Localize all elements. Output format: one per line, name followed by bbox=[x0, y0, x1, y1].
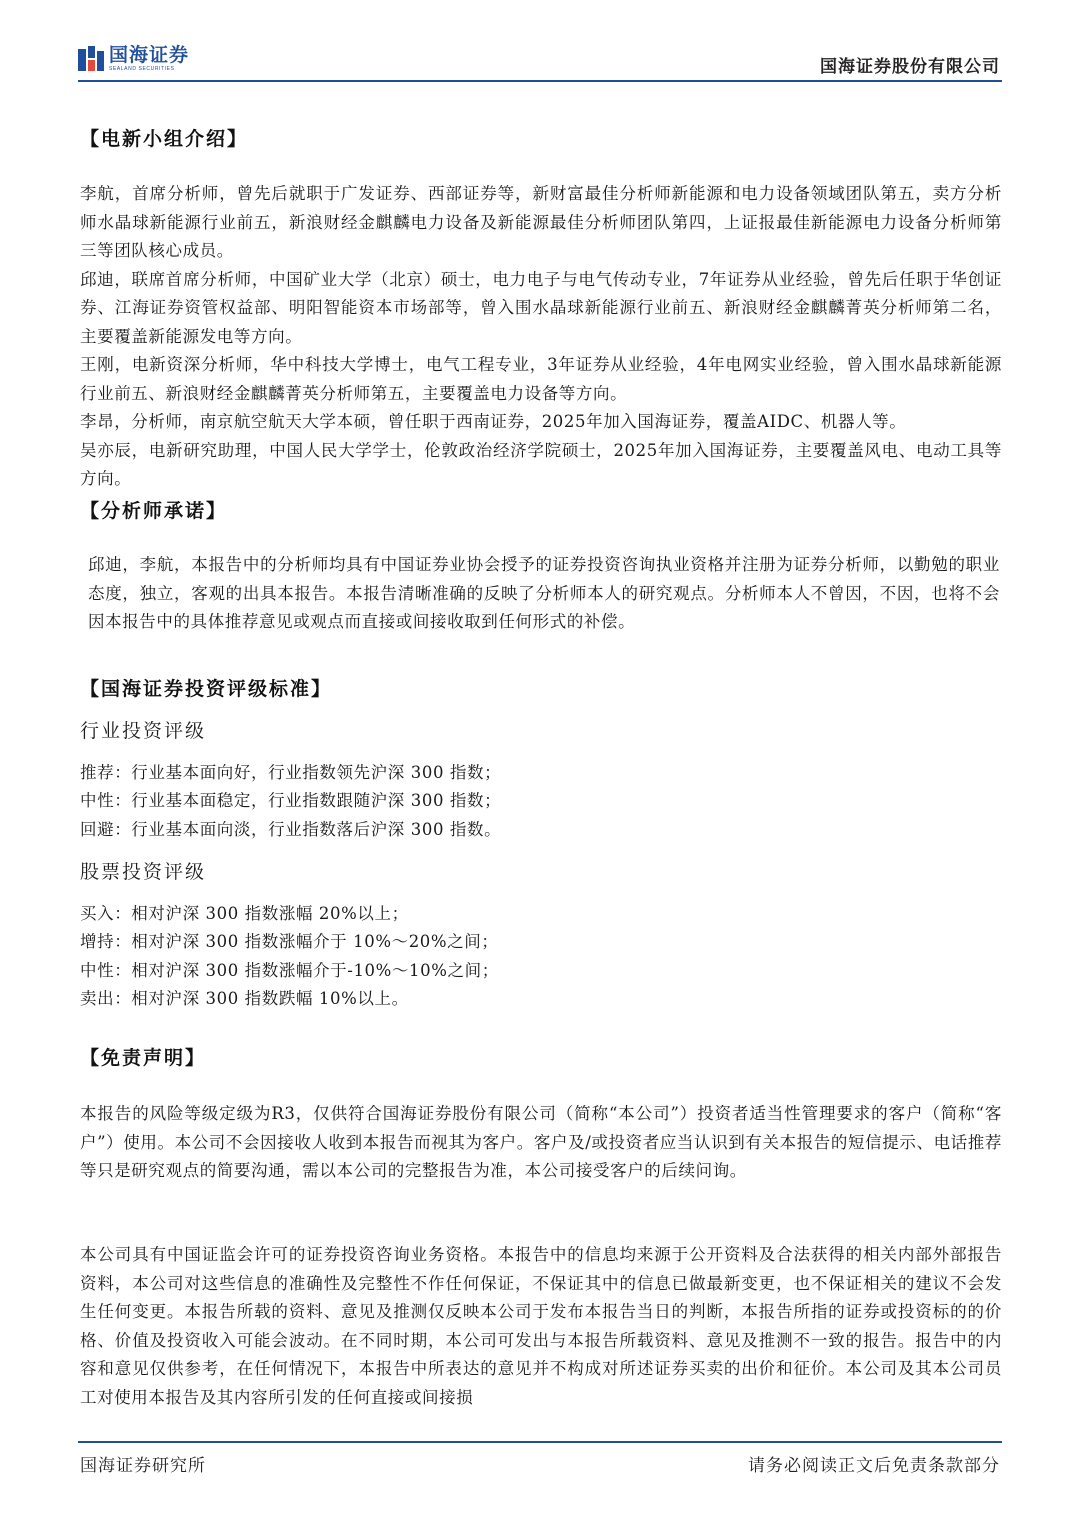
industry-rating-list bbox=[80, 759, 1002, 844]
team-member-bio: 李昂，分析师，南京航空航天大学本硕，曾任职于西南证券，2025年加入国海证券，覆盖AIDC、机器人等。 bbox=[80, 412, 907, 431]
disclaimer-section-title: 【免责声明】 bbox=[80, 1047, 207, 1069]
team-member-bio: 王刚，电新资深分析师，华中科技大学博士，电气工程专业，3年证券从业经验，4年电网实业经验，曾入围水晶球新能源行业前五、新浪财经金麒麟菁英分析师第五，主要覆盖电力设备等方向。 bbox=[80, 355, 1002, 403]
industry-rating-item: 推荐：行业基本面向好，行业指数领先沪深 300 指数； bbox=[80, 763, 502, 782]
commitment-text: 邱迪，李航，本报告中的分析师均具有中国证券业协会授予的证券投资咨询执业资格并注册为证券分析师，以勤勉的职业态度，独立，客观的出具本报告。本报告清晰准确的反映了分析师本人的研究观点。分析师本人不曾因，不因，也将不会因本报告中的具体推荐意见或观点而直接或间接收取到任何形式的补偿。 bbox=[88, 555, 1000, 631]
industry-rating-item: 中性：行业基本面稳定，行业指数跟随沪深 300 指数； bbox=[80, 791, 502, 811]
footer-institute: 国海证券研究所 bbox=[80, 1456, 206, 1476]
logo-icon bbox=[78, 46, 104, 72]
disclaimer-paragraph: 本报告的风险等级定级为R3，仅供符合国海证券股份有限公司（简称“本公司”）投资者适当性管理要求的客户（简称“客户”）使用。本公司不会因接收人收到本报告而视其为客户。客户及/或投资者应当认识到有关本报告的短信提示、电话推荐等只是研究观点的简要沟通，需以本公司的完整报告为准，本公司接受客户的后续问询。 bbox=[80, 1104, 1002, 1180]
team-member-bio: 李航，首席分析师，曾先后就职于广发证券、西部证券等，新财富最佳分析师新能源和电力设备领域团队第五，卖方分析师水晶球新能源行业前五，新浪财经金麒麟电力设备及新能源最佳分析师团队第四，上证报最佳新能源电力设备分析师第三等团队核心成员。 bbox=[80, 184, 1002, 260]
rating-section-title: 【国海证券投资评级标准】 bbox=[80, 678, 333, 700]
company-name: 国海证券股份有限公司 bbox=[820, 57, 1000, 77]
logo-english-name: SEALAND SECURITIES bbox=[109, 66, 175, 72]
stock-rating-list bbox=[80, 900, 1002, 1013]
company-logo bbox=[78, 46, 189, 72]
team-members bbox=[80, 180, 1002, 494]
disclaimer-paragraph: 本公司具有中国证监会许可的证券投资咨询业务资格。本报告中的信息均来源于公开资料及合法获得的相关内部外部报告资料，本公司对这些信息的准确性及完整性不作任何保证，不保证其中的信息已做最新变更，也不保证相关的建议不会发生任何变更。本报告所载的资料、意见及推测仅反映本公司于发布本报告当日的判断，本报告所指的证券或投资标的的价格、价值及投资收入可能会波动。在不同时期，本公司可发出与本报告所载资料、意见及推测不一致的报告。报告中的内容和意见仅供参考，在任何情况下，本报告中所表达的意见并不构成对所述证券买卖的出价和征价。本公司及其本公司员工对使用本报告及其内容所引发的任何直接或间接损 bbox=[80, 1245, 1002, 1407]
stock-rating-item: 买入：相对沪深 300 指数涨幅 20%以上； bbox=[80, 904, 409, 923]
page-header bbox=[0, 0, 1080, 82]
industry-rating-item: 回避：行业基本面向淡，行业指数落后沪深 300 指数。 bbox=[80, 819, 502, 839]
stock-rating-item: 卖出：相对沪深 300 指数跌幅 10%以上。 bbox=[80, 988, 409, 1008]
logo-name: 国海证券 bbox=[109, 45, 190, 66]
footer-notice: 请务必阅读正文后免责条款部分 bbox=[748, 1456, 1000, 1476]
footer-divider bbox=[78, 1441, 1002, 1443]
stock-rating-item: 中性：相对沪深 300 指数涨幅介于-10%～10%之间； bbox=[80, 960, 499, 980]
team-member-bio: 邱迪，联席首席分析师，中国矿业大学（北京）硕士，电力电子与电气传动专业，7年证券从业经验，曾先后任职于华创证券、江海证券资管权益部、明阳智能资本市场部等，曾入围水晶球新能源行业前五、新浪财经金麒麟菁英分析师第二名，主要覆盖新能源发电等方向。 bbox=[80, 269, 1002, 346]
commitment-section-title: 【分析师承诺】 bbox=[80, 500, 228, 522]
industry-rating-title: 行业投资评级 bbox=[80, 720, 207, 742]
team-member-bio: 吴亦辰，电新研究助理，中国人民大学学士，伦敦政治经济学院硕士，2025年加入国海证券，主要覆盖风电、电动工具等方向。 bbox=[80, 440, 1002, 488]
header-divider bbox=[78, 80, 1002, 82]
stock-rating-title: 股票投资评级 bbox=[80, 861, 207, 883]
stock-rating-item: 增持：相对沪深 300 指数涨幅介于 10%～20%之间； bbox=[80, 932, 499, 952]
team-section-title: 【电新小组介绍】 bbox=[80, 128, 249, 150]
